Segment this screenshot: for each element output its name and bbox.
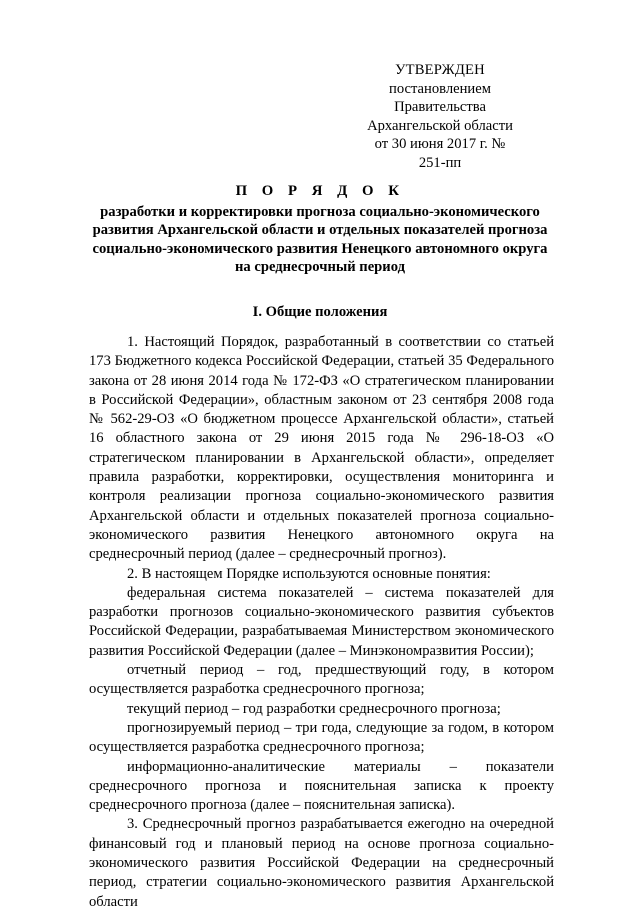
definition-forecast-period: прогнозируемый период – три года, следующие за годом, в котором осуществляется разработка среднесрочного прогноза; [89,719,554,756]
approval-heading: УТВЕРЖДЕН [395,62,485,78]
definition-reporting-period: отчетный период – год, предшествующий году, в котором осуществляется разработка среднесрочного прогноза; [89,662,554,698]
paragraph-3: 3. Среднесрочный прогноз разрабатывается ежегодно на очередной финансовый год и плановый период на основе прогноза социально-экономического развития Российской Федерации на среднесрочный период, стратегии социально-экономического развития Архангельской области [89,816,554,910]
definition-federal-system: федеральная система показателей – система показателей для разработки прогнозов социально-экономического развития субъектов Российской Федерации, разрабатываемая Министерством экономического развития Российской Федерации (далее – Минэкономразвития России); [89,584,554,659]
title-line-3: социально-экономического развития Ненецкого автономного округа [92,240,548,257]
approval-decree: постановлением Правительства [389,80,491,116]
title-heading: П О Р Я Д О К [235,183,405,199]
approval-stamp [360,61,520,173]
title-line-1: разработки и корректировки прогноза социально-экономического [100,203,540,220]
document-title [90,182,550,277]
definition-analytical-materials: информационно-аналитические материалы – показатели среднесрочного прогноза и пояснительная записка к проекту среднесрочного прогноза (далее – пояснительная записка). [89,758,554,814]
title-line-4: на среднесрочный период [235,259,405,276]
title-line-2: развития Архангельской области и отдельных показателей прогноза [92,222,548,239]
paragraph-2: 2. В настоящем Порядке используются основные понятия: [127,565,491,582]
paragraph-1: 1. Настоящий Порядок, разработанный в соответствии со статьей 173 Бюджетного кодекса Российской Федерации, статьей 35 Федерального закона от 28 июня 2014 года № 172-ФЗ «О стратегическом планировании в Российской Федерации», областным законом от 23 сентября 2008 года № 562-29-ОЗ «О бюджетном процессе Архангельской области», статьей 16 областного закона от 29 июня 2015 года № 296-18-ОЗ «О стратегическом планировании в Архангельской области», определяет правила разработки, корректировки, осуществления мониторинга и контроля реализации прогноза социально-экономического развития Архангельской области и отдельных показателей прогноза социально-экономического развития Ненецкого автономного округа на среднесрочный период (далее – среднесрочный прогноз). [89,334,554,563]
definition-current-period: текущий период – год разработки среднесрочного прогноза; [127,700,501,717]
approval-region: Архангельской области [367,117,513,134]
document-body [89,333,554,912]
approval-date: от 30 июня 2017 г. № 251-пп [374,136,506,171]
section-heading: I. Общие положения [252,304,388,320]
